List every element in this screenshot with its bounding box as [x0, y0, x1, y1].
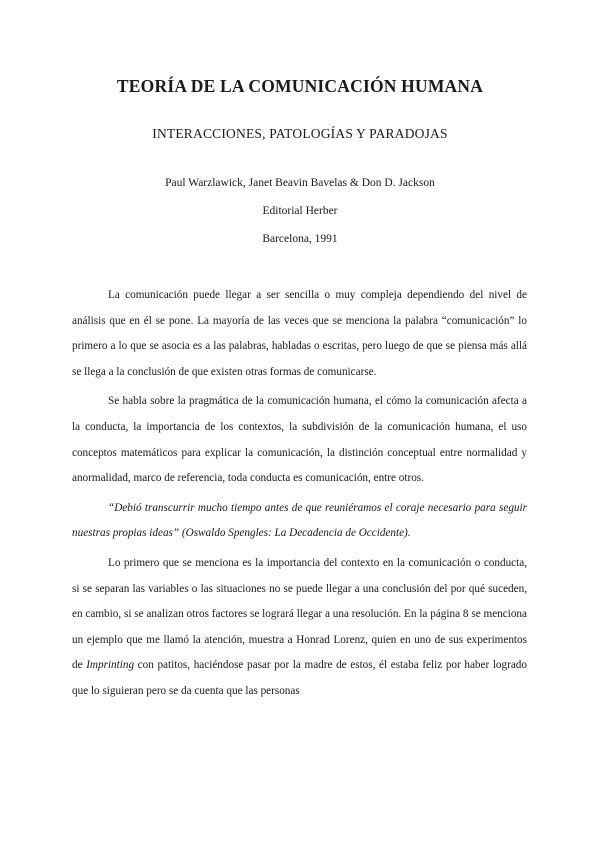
- paragraph-3: [72, 551, 527, 705]
- document-title: TEORÍA DE LA COMUNICACIÓN HUMANA: [116, 76, 484, 96]
- paragraph-3-text-end: con patitos, haciéndose pasar por la madre de estos, él estaba feliz por haber logrado que lo siguieran pero se da cuenta que las personas: [72, 659, 527, 697]
- paragraph-3-text-start: Lo primero que se menciona es la importancia del contexto en la comunicación o conducta, si se separan las variables o las situaciones no se puede llegar a una conclusión del por qué suceden, en cambio, si se analizan otros factores se logrará llegar a una resolución. En la página 8 se menciona un ejemplo que me llamó la atención, muestra a Honrad Lorenz, quien en uno de sus experimentos de: [72, 556, 527, 672]
- publisher-line: Editorial Herber: [262, 205, 338, 217]
- paragraph-2: Se habla sobre la pragmática de la comunicación humana, el cómo la comunicación afecta a la conducta, la importancia de los contextos, la subdivisión de la comunicación humana, el uso conceptos matemáticos para explicar la comunicación, la distinción conceptual entre normalidad y anormalidad, marco de referencia, toda conducta es comunicación, entre otros.: [72, 395, 527, 485]
- imprinting-term: Imprinting: [86, 659, 135, 672]
- document-subtitle: INTERACCIONES, PATOLOGÍAS Y PARADOJAS: [152, 126, 448, 141]
- paragraph-1: La comunicación puede llegar a ser sencilla o muy compleja dependiendo del nivel de análisis que en él se pone. La mayoría de las veces que se menciona la palabra “comunicación” lo primero a lo que se asocia es a las palabras, habladas o escritas, pero luego de que se piensa más allá se llega a la conclusión de que existen otras formas de comunicarse.: [72, 289, 527, 378]
- body-text: [72, 283, 527, 705]
- quote-paragraph: “Debió transcurrir mucho tiempo antes de que reuniéramos el coraje necesario para seguir nuestras propias ideas” (Oswaldo Spengles: La Decadencia de Occidente).: [72, 501, 527, 540]
- authors-line: Paul Warzlawick, Janet Beavin Bavelas & Don D. Jackson: [165, 177, 435, 189]
- place-year-line: Barcelona, 1991: [262, 233, 338, 245]
